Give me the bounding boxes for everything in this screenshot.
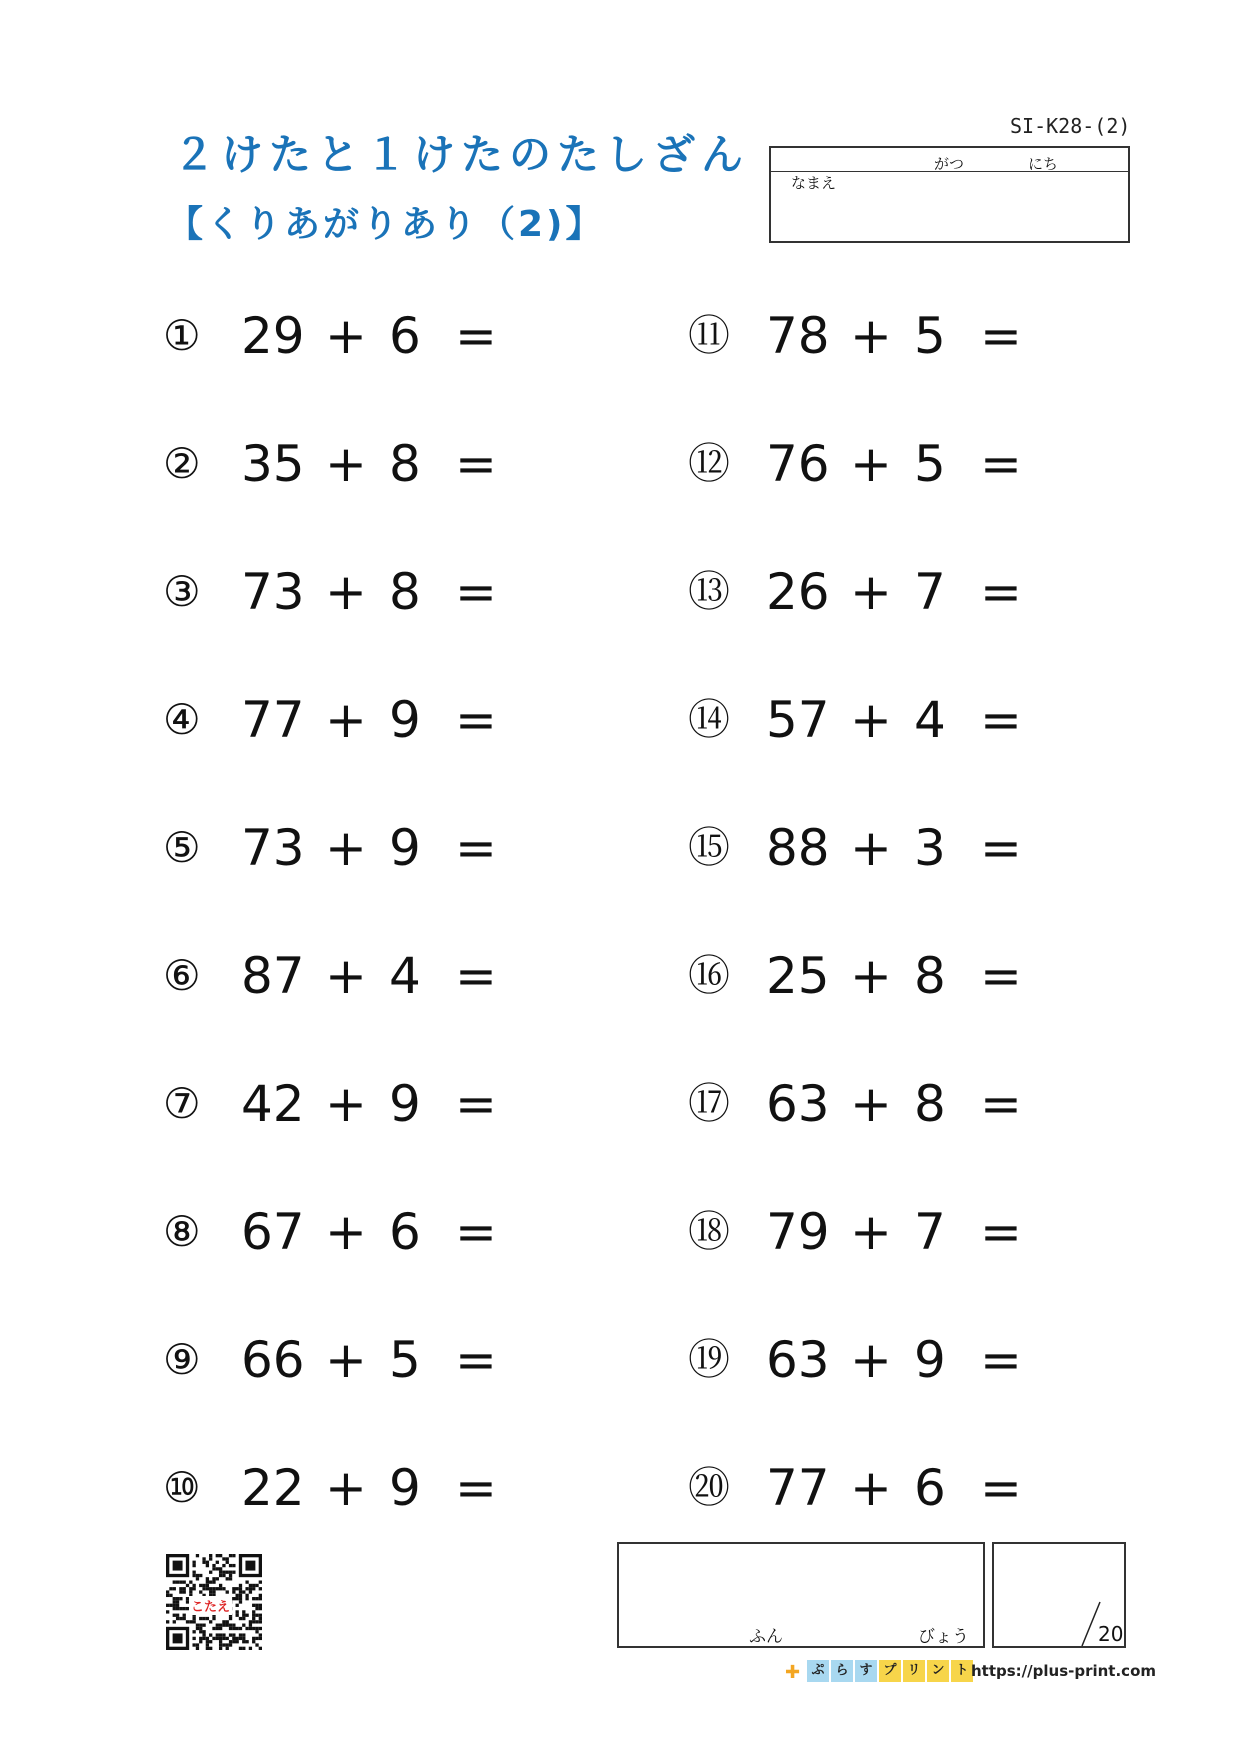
plus-sign: + [850,1075,892,1133]
first-addend: 35 [241,435,305,493]
second-addend: 8 [914,947,946,1005]
problem-number: ⑱ [688,1207,731,1256]
equals-sign: = [980,947,1022,1005]
second-addend: 9 [389,1459,421,1517]
second-addend: 5 [914,307,946,365]
problem-number: ⑮ [688,823,731,872]
worksheet-subtitle: 【くりあがりあり（2)】 [167,204,605,245]
problem-number: ③ [163,567,201,616]
plus-sign: + [850,947,892,1005]
first-addend: 87 [241,947,305,1005]
problem-number: ⑲ [688,1335,731,1384]
first-addend: 77 [241,691,305,749]
first-addend: 22 [241,1459,305,1517]
brand-chip: ン [927,1660,949,1682]
first-addend: 25 [766,947,830,1005]
plus-sign: + [325,307,367,365]
second-addend: 7 [914,1203,946,1261]
mascot-icon: ✚ [785,1662,801,1683]
equals-sign: = [455,691,497,749]
brand-chip: ト [951,1660,973,1682]
first-addend: 26 [766,563,830,621]
plus-sign: + [325,435,367,493]
first-addend: 63 [766,1075,830,1133]
equals-sign: = [980,691,1022,749]
problem-number: ⑬ [688,567,731,616]
score-box [992,1542,1126,1648]
plus-sign: + [325,1203,367,1261]
second-addend: 8 [389,563,421,621]
problem-number: ⑩ [163,1463,201,1512]
first-addend: 73 [241,563,305,621]
equals-sign: = [980,819,1022,877]
second-addend: 9 [389,819,421,877]
brand-chip: ら [831,1660,853,1682]
first-addend: 76 [766,435,830,493]
problem-number: ⑥ [163,951,201,1000]
plus-sign: + [325,947,367,1005]
first-addend: 73 [241,819,305,877]
plus-sign: + [850,307,892,365]
name-date-box [769,146,1130,243]
site-url: https://plus-print.com [971,1662,1157,1680]
first-addend: 67 [241,1203,305,1261]
plus-sign: + [850,691,892,749]
brand-chip: プ [879,1660,901,1682]
plus-sign: + [850,1203,892,1261]
brand-chip: す [855,1660,877,1682]
equals-sign: = [455,563,497,621]
first-addend: 79 [766,1203,830,1261]
equals-sign: = [455,307,497,365]
plus-sign: + [325,563,367,621]
first-addend: 57 [766,691,830,749]
second-addend: 6 [389,307,421,365]
score-total: 20 [1098,1622,1124,1646]
equals-sign: = [455,1331,497,1389]
first-addend: 42 [241,1075,305,1133]
plus-sign: + [325,819,367,877]
problem-number: ④ [163,695,201,744]
first-addend: 66 [241,1331,305,1389]
equals-sign: = [980,307,1022,365]
problem-number: ⑨ [163,1335,201,1384]
equals-sign: = [980,563,1022,621]
problem-number: ⑧ [163,1207,201,1256]
problem-number: ⑯ [688,951,731,1000]
plus-sign: + [325,1331,367,1389]
problem-number: ⑭ [688,695,731,744]
equals-sign: = [455,947,497,1005]
equals-sign: = [455,1075,497,1133]
minutes-label: ふん [749,1627,783,1647]
problem-number: ⑳ [688,1463,731,1512]
equals-sign: = [455,819,497,877]
second-addend: 6 [914,1459,946,1517]
name-label: なまえ [791,174,837,192]
first-addend: 29 [241,307,305,365]
time-box [617,1542,985,1648]
plus-sign: + [325,691,367,749]
equals-sign: = [455,435,497,493]
problem-number: ① [163,311,201,360]
day-label: にち [1028,155,1059,173]
equals-sign: = [980,1331,1022,1389]
plus-sign: + [850,1459,892,1517]
first-addend: 77 [766,1459,830,1517]
plus-sign: + [325,1459,367,1517]
problem-number: ⑫ [688,439,731,488]
plus-sign: + [850,435,892,493]
second-addend: 5 [389,1331,421,1389]
equals-sign: = [980,1459,1022,1517]
second-addend: 4 [914,691,946,749]
equals-sign: = [455,1459,497,1517]
second-addend: 9 [389,691,421,749]
problem-number: ⑪ [688,311,731,360]
second-addend: 9 [389,1075,421,1133]
answer-label: こたえ [189,1596,232,1615]
first-addend: 88 [766,819,830,877]
problem-number: ⑤ [163,823,201,872]
brand-chip: リ [903,1660,925,1682]
worksheet-code: SI-K28-(2) [1010,114,1131,138]
brand-chip: ぷ [807,1660,829,1682]
second-addend: 7 [914,563,946,621]
second-addend: 4 [389,947,421,1005]
problem-number: ② [163,439,201,488]
first-addend: 78 [766,307,830,365]
month-label: がつ [934,155,965,173]
equals-sign: = [980,1075,1022,1133]
seconds-label: びょう [918,1627,969,1647]
second-addend: 9 [914,1331,946,1389]
worksheet-title: ２けたと１けたのたしざん [173,130,750,179]
second-addend: 3 [914,819,946,877]
problem-number: ⑰ [688,1079,731,1128]
second-addend: 8 [914,1075,946,1133]
equals-sign: = [980,435,1022,493]
plus-sign: + [325,1075,367,1133]
second-addend: 8 [389,435,421,493]
first-addend: 63 [766,1331,830,1389]
plus-sign: + [850,819,892,877]
second-addend: 6 [389,1203,421,1261]
problem-number: ⑦ [163,1079,201,1128]
second-addend: 5 [914,435,946,493]
date-row [771,148,1128,172]
plus-sign: + [850,563,892,621]
equals-sign: = [455,1203,497,1261]
equals-sign: = [980,1203,1022,1261]
plus-sign: + [850,1331,892,1389]
